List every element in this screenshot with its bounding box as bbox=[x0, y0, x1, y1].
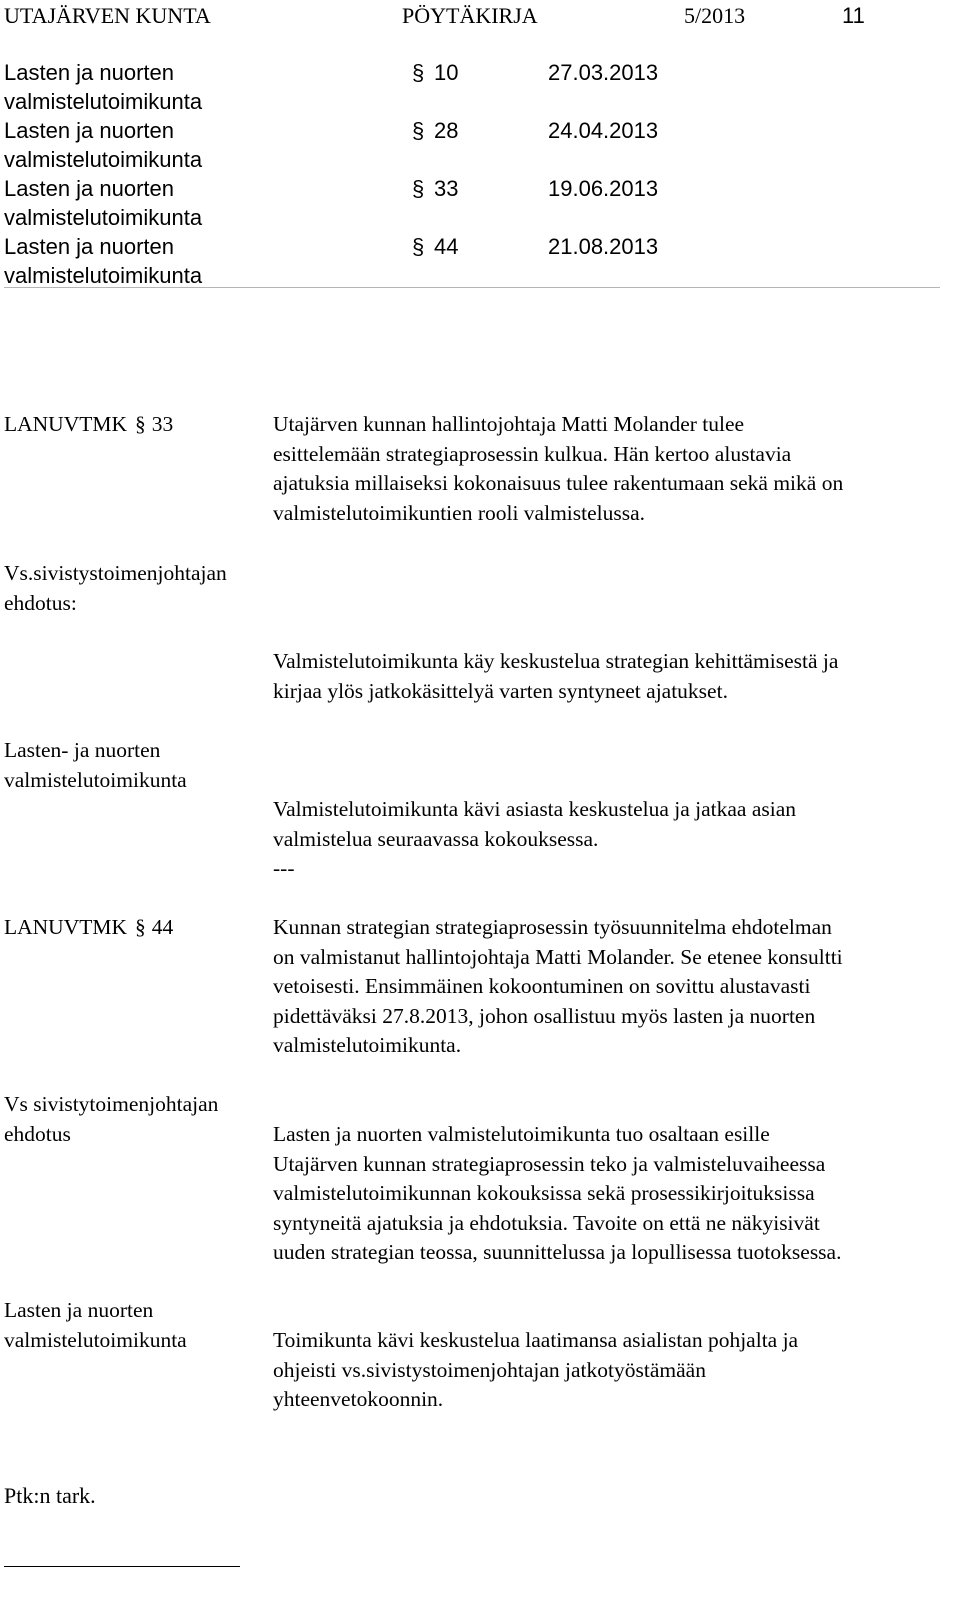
reference-date: 21.08.2013 bbox=[548, 234, 659, 259]
decision-2-label: Lasten ja nuorten valmistelutoimikunta bbox=[4, 1298, 187, 1352]
reference-body: Lasten ja nuorten valmistelutoimikunta bbox=[4, 60, 203, 114]
section-33-heading: LANUVTMK § 33 bbox=[4, 412, 174, 436]
reference-number: 44 bbox=[434, 234, 459, 259]
reference-row bbox=[4, 174, 940, 232]
section-44-text: Kunnan strategian strategiaprosessin työsuunnitelma ehdotelman on valmistanut hallintojohtaja Matti Molander. Se etenee konsultti vetoisesti. Ensimmäinen kokoontuminen on sovittu alustavasti pidettäväksi 27.8.2013, johon osallistuu myös lasten ja nuorten valmistelutoimikunta. bbox=[273, 915, 843, 1057]
section-symbol: § bbox=[412, 234, 425, 259]
reference-date: 27.03.2013 bbox=[548, 60, 659, 85]
page-number: 11 bbox=[842, 3, 865, 28]
section-symbol: § bbox=[412, 176, 425, 201]
decision-1-label: Lasten- ja nuorten valmistelutoimikunta bbox=[4, 738, 187, 792]
proposal-1-text: Valmistelutoimikunta käy keskustelua strategian kehittämisestä ja kirjaa ylös jatkokäsittelyä varten syntyneet ajatukset. bbox=[273, 649, 839, 703]
reference-row bbox=[4, 116, 940, 174]
reference-body: Lasten ja nuorten valmistelutoimikunta bbox=[4, 176, 203, 230]
signature-line bbox=[4, 1566, 240, 1567]
reference-date: 24.04.2013 bbox=[548, 118, 659, 143]
reference-number: 10 bbox=[434, 60, 459, 85]
reference-number: 33 bbox=[434, 176, 459, 201]
reference-row bbox=[4, 58, 940, 116]
section-33-text: Utajärven kunnan hallintojohtaja Matti Molander tulee esittelemään strategiaprosessin kulkua. Hän kertoo alustavia ajatuksia millaiseksi kokonaisuus tulee rakentumaan sekä mikä on valmistelutoimikuntien rooli valmistelussa. bbox=[273, 412, 844, 525]
section-44-heading: LANUVTMK § 44 bbox=[4, 915, 174, 939]
municipality-name: UTAJÄRVEN KUNTA bbox=[4, 3, 211, 28]
reference-body: Lasten ja nuorten valmistelutoimikunta bbox=[4, 234, 203, 288]
reference-body: Lasten ja nuorten valmistelutoimikunta bbox=[4, 118, 203, 172]
section-symbol: § bbox=[412, 60, 425, 85]
reference-row bbox=[4, 232, 940, 290]
minutes-check-label: Ptk:n tark. bbox=[4, 1483, 96, 1508]
proposal-2-label: Vs sivistytoimenjohtajan ehdotus bbox=[4, 1092, 219, 1146]
divider bbox=[4, 287, 940, 288]
reference-number: 28 bbox=[434, 118, 459, 143]
proposal-2-text: Lasten ja nuorten valmistelutoimikunta tuo osaltaan esille Utajärven kunnan strategiaprosessin teko ja valmisteluvaiheessa valmistelutoimikunnan kokouksissa sekä prosessikirjoituksissa syntyneitä ajatuksia ja ehdotuksia. Tavoite on että ne näkyisivät uuden strategian teossa, suunnittelussa ja lopullisessa tuotoksessa. bbox=[273, 1122, 842, 1264]
decision-1-text: Valmistelutoimikunta kävi asiasta keskustelua ja jatkaa asian valmistelua seuraavassa kokouksessa. --- bbox=[273, 797, 797, 880]
proposal-1-label: Vs.sivistystoimenjohtajan ehdotus: bbox=[4, 561, 227, 615]
section-symbol: § bbox=[412, 118, 425, 143]
document-type: PÖYTÄKIRJA bbox=[402, 3, 538, 28]
decision-2-text: Toimikunta kävi keskustelua laatimansa asialistan pohjalta ja ohjeisti vs.sivistystoimenjohtajan jatkotyöstämään yhteenvetokoonnin. bbox=[273, 1328, 799, 1411]
reference-date: 19.06.2013 bbox=[548, 176, 659, 201]
reference-list bbox=[4, 58, 940, 290]
issue-number: 5/2013 bbox=[684, 3, 746, 28]
